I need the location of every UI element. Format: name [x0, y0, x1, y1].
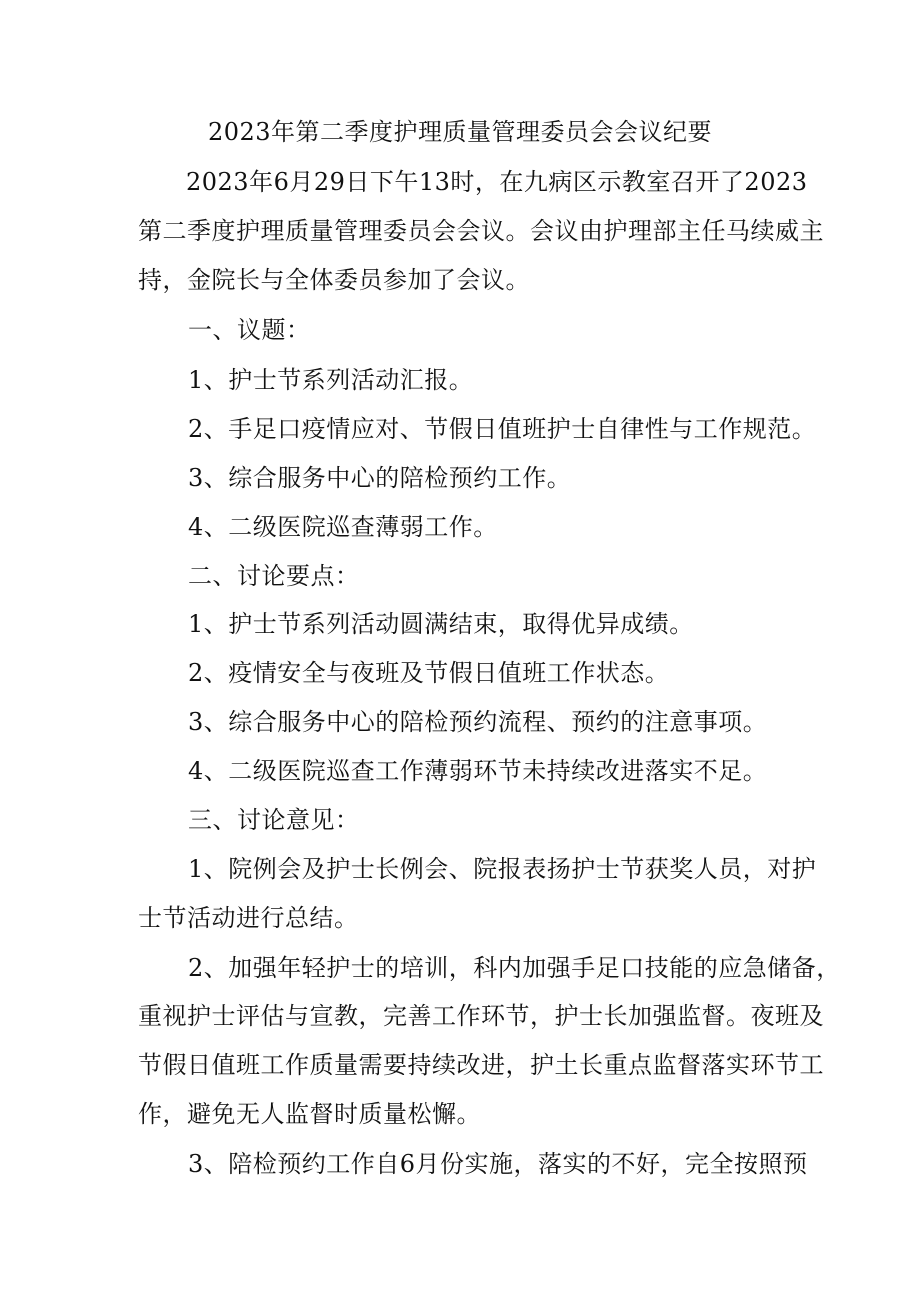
- intro-line-1: 2023年6月29日下午13时，在九病区示教室召开了2023: [186, 168, 808, 196]
- section2-item-1: 1、护士节系列活动圆满结束，取得优异成绩。: [188, 610, 694, 638]
- section3-item3-line-1: 3、陪检预约工作自6月份实施，落实的不好，完全按照预: [188, 1150, 808, 1178]
- section2-item-4: 4、二级医院巡查工作薄弱环节未持续改进落实不足。: [188, 757, 768, 785]
- section3-item2-line-1: 2、加强年轻护士的培训，科内加强手足口技能的应急储备，: [188, 954, 841, 982]
- intro-line-2: 第二季度护理质量管理委员会会议。会议由护理部主任马续威主: [138, 217, 824, 245]
- section1-item-2: 2、手足口疫情应对、节假日值班护士自律性与工作规范。: [188, 415, 817, 443]
- section1-item-3: 3、综合服务中心的陪检预约工作。: [188, 464, 572, 492]
- section2-item-3: 3、综合服务中心的陪检预约流程、预约的注意事项。: [188, 708, 768, 736]
- section3-heading: 三、讨论意见：: [188, 806, 360, 834]
- section3-item1-line-2: 士节活动进行总结。: [138, 904, 359, 932]
- section3-item2-line-2: 重视护士评估与宣教，完善工作环节，护士长加强监督。夜班及: [138, 1002, 824, 1030]
- document-title: 2023年第二季度护理质量管理委员会会议纪要: [207, 118, 713, 146]
- section3-item2-line-3: 节假日值班工作质量需要持续改进，护土长重点监督落实环节工: [138, 1051, 824, 1079]
- section1-heading: 一、议题：: [188, 316, 311, 344]
- section2-heading: 二、讨论要点：: [188, 562, 360, 590]
- section1-item-4: 4、二级医院巡查薄弱工作。: [188, 513, 498, 541]
- section3-item2-line-4: 作，避免无人监督时质量松懈。: [138, 1100, 481, 1128]
- section3-item1-line-1: 1、院例会及护士长例会、院报表扬护士节获奖人员，对护: [188, 855, 817, 883]
- intro-line-3: 持，金院长与全体委员参加了会议。: [138, 266, 530, 294]
- section1-item-1: 1、护士节系列活动汇报。: [188, 366, 474, 394]
- section2-item-2: 2、疫情安全与夜班及节假日值班工作状态。: [188, 659, 670, 687]
